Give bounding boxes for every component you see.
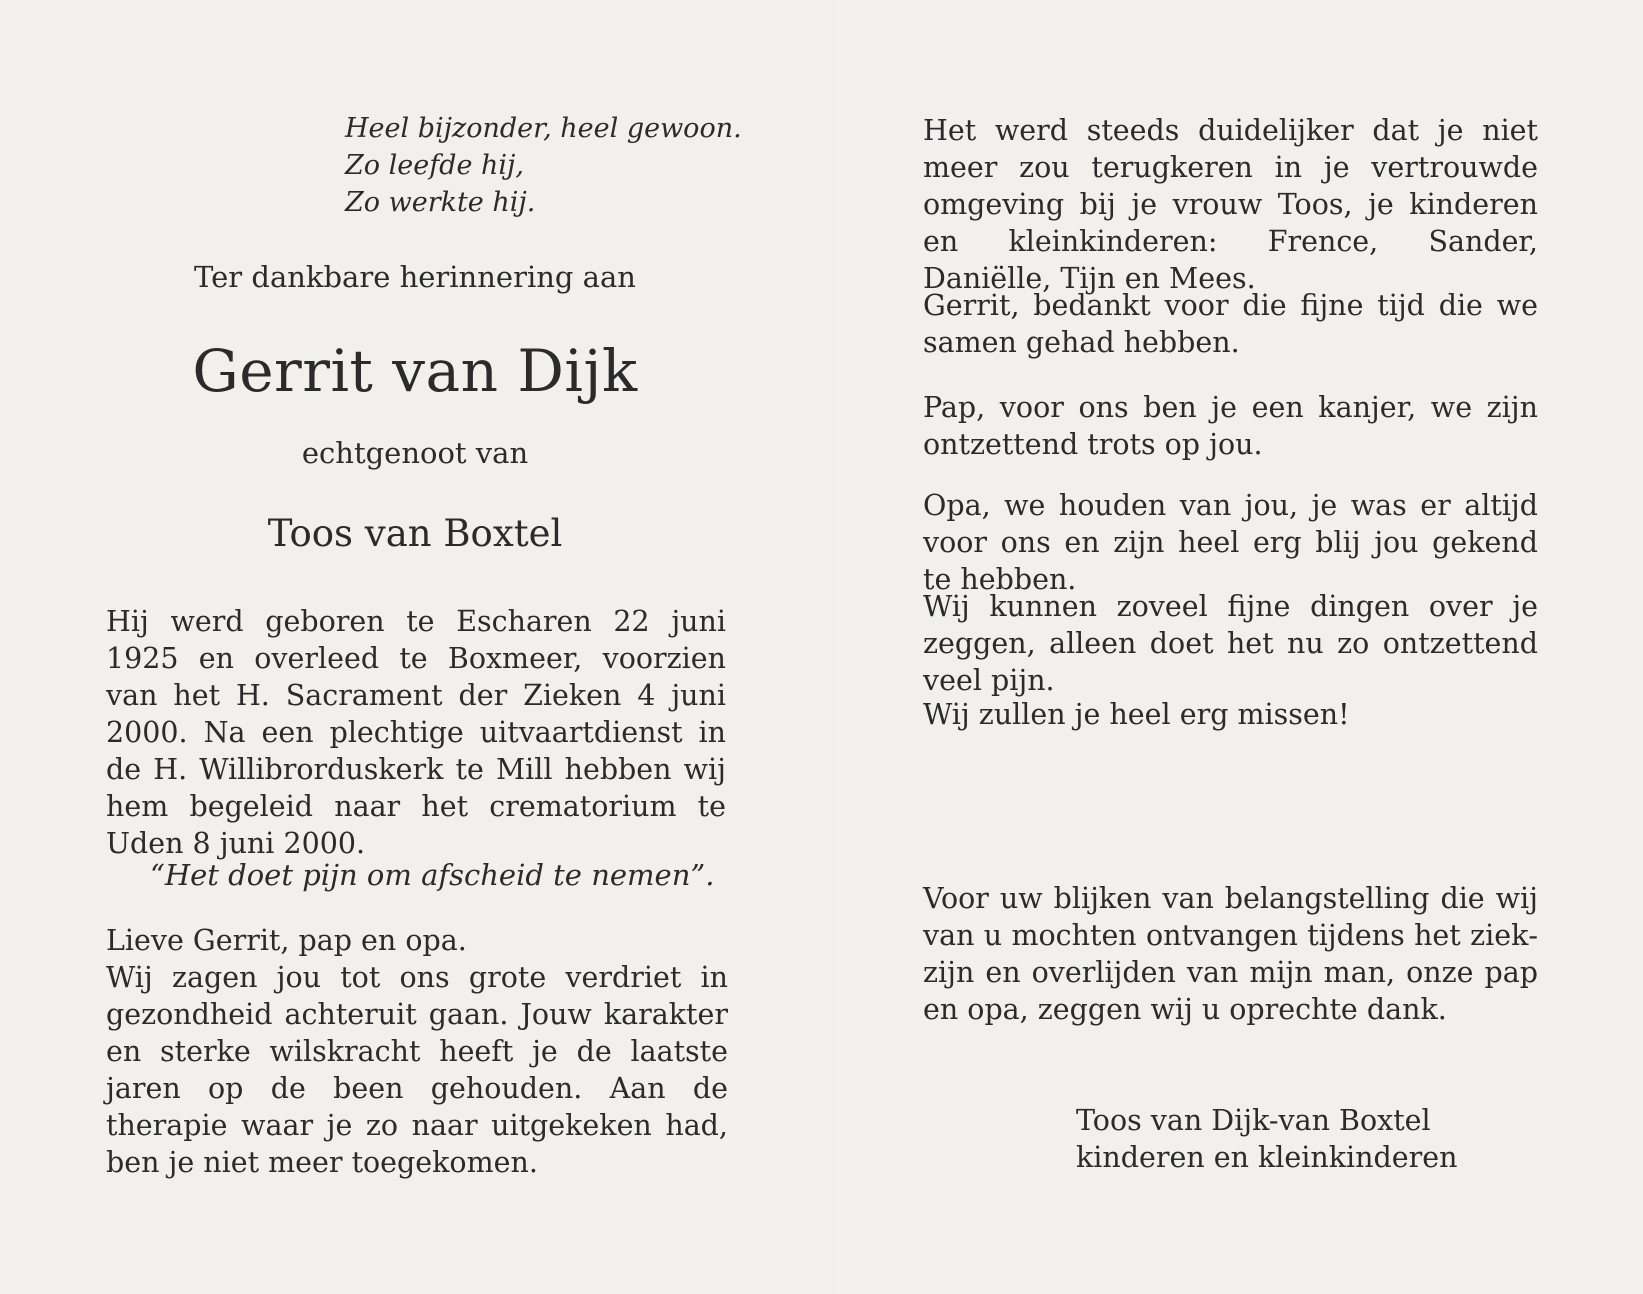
- right-page: [838, 0, 1643, 1294]
- biography-paragraph: Hij werd geboren te Escharen 22 juni 1925 en overleed te Boxmeer, voorzien van het H. Sacrament der Zieken 4 juni 2000. Na een plechtige uitvaartdienst in de H. Willibrorduskerk te Mill hebben wij hem begeleid naar het crematorium te Uden 8 juni 2000.: [106, 605, 726, 860]
- spouse-name: Toos van Boxtel: [267, 512, 563, 555]
- right-paragraph: Opa, we houden van jou, je was er altijd voor ons en zijn heel erg blij jou gekend te hebben.: [923, 489, 1538, 596]
- signature-line: Toos van Dijk-van Boxtel: [1076, 1104, 1431, 1137]
- farewell-quote: “Het doet pijn om afscheid te nemen”.: [150, 858, 715, 892]
- poem-line: Zo werkte hij.: [345, 187, 536, 218]
- signature-line: kinderen en kleinkinderen: [1076, 1141, 1458, 1174]
- right-paragraph: Gerrit, bedankt voor die fijne tijd die we samen gehad hebben.: [923, 289, 1538, 359]
- right-paragraph: Pap, voor ons ben je een kanjer, we zijn ontzettend trots op jou.: [923, 391, 1538, 461]
- dedication-line: Ter dankbare herinnering aan: [194, 260, 636, 294]
- letter-body: Wij zagen jou tot ons grote verdriet in gezondheid achteruit gaan. Jouw karakter en sterke wilskracht heeft je de laatste jaren op de been gehouden. Aan de therapie waar je zo naar uitgekeken had, ben je niet meer toegekomen.: [106, 961, 728, 1179]
- opening-poem: [345, 110, 742, 221]
- thank-you-paragraph: Voor uw blijken van belangstelling die wij van u mochten ontvangen tijdens het ziekzijn en overlijden van mijn man, onze pap en opa, zeggen wij u oprechte dank.: [923, 882, 1538, 1026]
- signature-block: [1076, 1102, 1457, 1176]
- letter-paragraph: [106, 922, 728, 1181]
- letter-greeting: Lieve Gerrit, pap en opa.: [106, 924, 467, 957]
- right-paragraph: Wij zullen je heel erg missen!: [923, 698, 1350, 731]
- right-paragraph: Het werd steeds duidelijker dat je niet meer zou terugkeren in je vertrouwde omgeving bij je vrouw Toos, je kinderen en kleinkinderen: Frence, Sander, Daniëlle, Tijn en Mees.: [923, 114, 1538, 295]
- right-paragraph: Wij kunnen zoveel fijne dingen over je zeggen, alleen doet het nu zo ontzettend veel pijn.: [923, 590, 1538, 697]
- spouse-label: echtgenoot van: [301, 436, 529, 470]
- poem-line: Heel bijzonder, heel gewoon.: [345, 113, 742, 144]
- deceased-name: Gerrit van Dijk: [192, 337, 638, 405]
- poem-line: Zo leefde hij,: [345, 150, 525, 181]
